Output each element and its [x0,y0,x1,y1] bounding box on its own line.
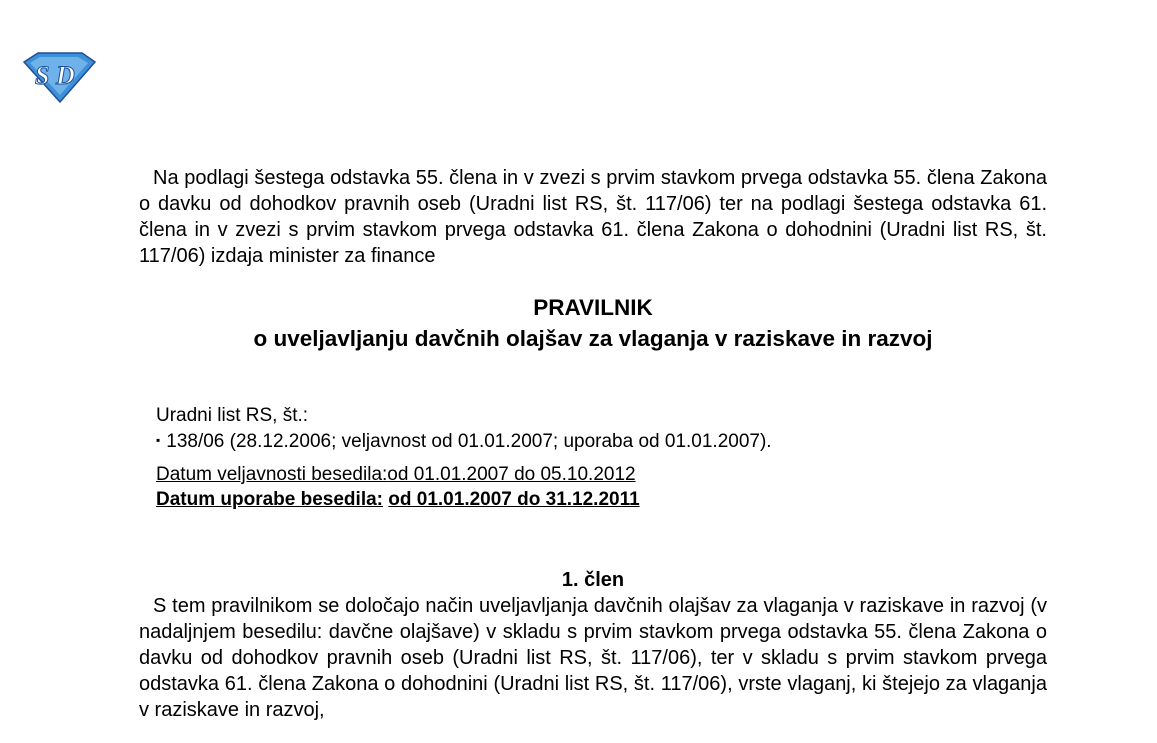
company-logo [22,49,96,103]
application-row [156,487,1047,512]
application-value: od 01.01.2007 do 31.12.2011 [388,489,640,510]
dates-block [156,462,1047,512]
validity-value: od 01.01.2007 do 05.10.2012 [387,464,636,485]
title-subtitle: o uveljavljanju davčnih olajšav za vlaganja v raziskave in razvoj [253,326,933,351]
validity-row [156,462,1047,487]
logo-letter-d: D [56,61,75,90]
document-title [139,292,1047,354]
validity-label: Datum veljavnosti besedila: [156,464,388,485]
gazette-label: Uradni list RS, št.: [156,405,309,426]
gazette-block [156,404,1047,454]
application-label: Datum uporabe besedila: [156,489,383,510]
title-main: PRAVILNIK [533,295,653,320]
intro-paragraph: Na podlagi šestega odstavka 55. člena in v zvezi s prvim stavkom prvega odstavka 55. člena Zakona o davku od dohodkov pravnih oseb (Uradni list RS, št. 117/06) ter na podlagi šestega odstavka 61. člena in v zvezi s prvim stavkom prvega odstavka 61. člena Zakona o dohodnini (Uradni list RS, št. 117/06) izdaja minister za finance [139,167,1047,267]
gazette-entry: 138/06 (28.12.2006; veljavnost od 01.01.2007; uporaba od 01.01.2007). [166,431,772,452]
bullet-icon: ▪ [156,433,161,447]
gazette-entry-row [156,428,1047,454]
logo-letter-s: S [35,61,50,90]
article-paragraph: S tem pravilnikom se določajo način uveljavljanja davčnih olajšav za vlaganja v raziskave in razvoj (v nadaljnjem besedilu: davčne olajšave) v skladu s prvim stavkom prvega odstavka 55. člena Zakona o davku od dohodkov pravnih oseb (Uradni list RS, št. 117/06), ter v skladu s prvim stavkom prvega odstavka 61. člena Zakona o dohodnini (Uradni list RS, št. 117/06), vrste vlaganj, ki štejejo za vlaganja v raziskave in razvoj, [139,595,1047,721]
article-heading: 1. člen [561,569,625,591]
document-body [139,165,1047,723]
